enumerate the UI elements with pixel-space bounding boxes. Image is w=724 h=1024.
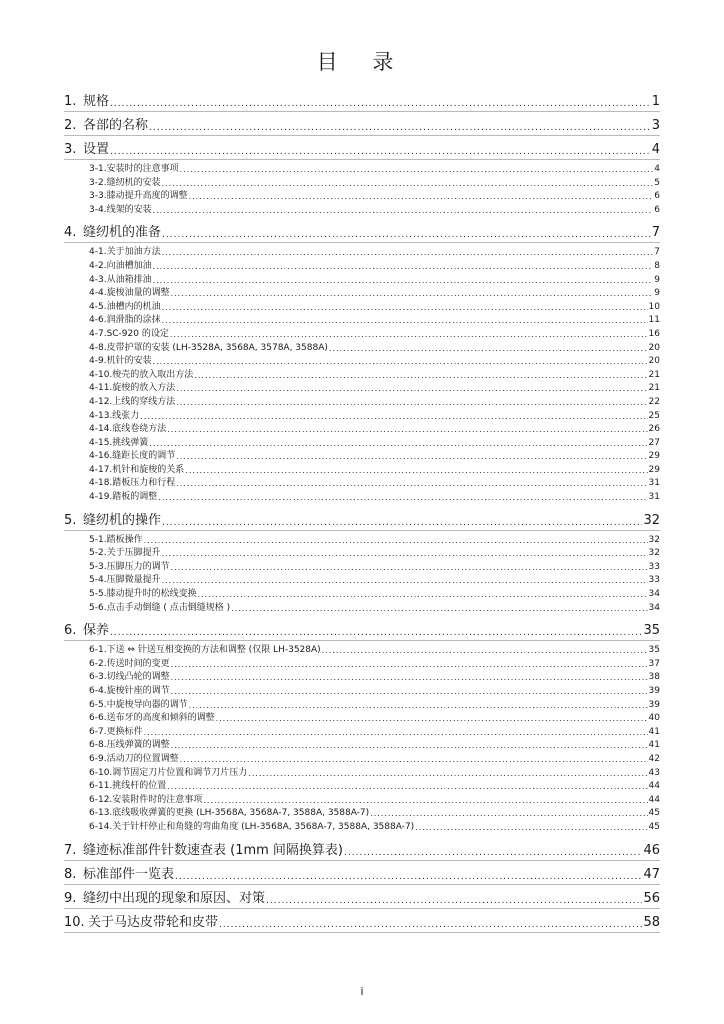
- section-title: 缝纫机的准备: [83, 225, 162, 241]
- toc-section-entry[interactable]: [64, 840, 660, 861]
- toc-subsection-entry[interactable]: [64, 355, 660, 369]
- subsection-page-number: 39: [648, 699, 660, 710]
- dot-leader: [167, 780, 647, 794]
- toc-section-entry[interactable]: [64, 620, 660, 641]
- table-of-contents: [64, 91, 660, 936]
- toc-subsection-entry[interactable]: [64, 739, 660, 753]
- toc-subsection-entry[interactable]: [64, 342, 660, 356]
- subsection-number: 6-13.: [89, 808, 113, 819]
- subsection-number: 5-4.: [89, 575, 107, 586]
- subsection-number: 6-2.: [89, 658, 107, 669]
- dot-leader: [110, 147, 651, 157]
- toc-subsection-entry[interactable]: [64, 726, 660, 740]
- dot-leader: [162, 314, 648, 328]
- subsection-title: 梭壳的放入取出方法: [112, 369, 194, 380]
- subsection-title: 挑线杆的位置: [112, 781, 167, 792]
- dot-leader: [144, 726, 648, 740]
- subsection-number: 3-2.: [89, 177, 107, 188]
- subsection-number: 4-19.: [89, 492, 113, 503]
- dot-leader: [189, 699, 648, 713]
- section-number: 7.: [64, 842, 77, 858]
- subsection-title: 机针和旋梭的关系: [112, 464, 185, 475]
- dot-leader: [176, 477, 647, 491]
- section-title: 保养: [83, 623, 110, 639]
- subsection-number: 4-12.: [89, 396, 113, 407]
- section-title: 标准部件一览表: [83, 866, 175, 882]
- dot-leader: [231, 602, 647, 616]
- subsection-title: 旋梭油量的调整: [106, 288, 170, 299]
- subsection-title: 底线卷绕方法: [112, 424, 167, 435]
- dot-leader: [203, 794, 647, 808]
- subsection-page-number: 26: [648, 424, 660, 435]
- subsection-page-number: 20: [648, 356, 660, 367]
- toc-subsection-entry[interactable]: [64, 699, 660, 713]
- section-number: 4.: [64, 225, 77, 241]
- subsection-number: 4-3.: [89, 274, 107, 285]
- toc-section-entry[interactable]: [64, 864, 660, 885]
- dot-leader: [171, 287, 654, 301]
- toc-subsection-entry[interactable]: [64, 794, 660, 808]
- dot-leader: [162, 230, 651, 240]
- subsection-title: 从油箱排油: [106, 274, 152, 285]
- subsection-page-number: 6: [654, 204, 660, 215]
- page-number-footer: i: [360, 985, 364, 998]
- section-page-number: 56: [643, 890, 660, 906]
- dot-leader: [153, 260, 654, 274]
- subsection-page-number: 22: [648, 396, 660, 407]
- subsection-title: 缝距长度的调节: [112, 451, 176, 462]
- subsection-number: 3-1.: [89, 164, 107, 174]
- dot-leader: [162, 518, 642, 528]
- subsection-title: 上线的穿线方法: [112, 396, 176, 407]
- subsection-title: 线架的安装: [106, 204, 152, 215]
- subsection-number: 6-8.: [89, 740, 107, 751]
- subsection-page-number: 37: [648, 658, 660, 669]
- dot-leader: [175, 872, 642, 882]
- subsection-number: 6-7.: [89, 726, 107, 737]
- section-page-number: 47: [643, 866, 660, 882]
- subsection-page-number: 41: [648, 726, 660, 737]
- subsection-number: 6-4.: [89, 686, 107, 696]
- subsection-title: 关于加油方法: [106, 247, 161, 258]
- subsection-page-number: 45: [648, 808, 660, 819]
- toc-subsection-entry[interactable]: [64, 588, 660, 602]
- toc-subsection-entry[interactable]: [64, 382, 660, 396]
- subsection-title: 旋梭的放入方法: [112, 383, 176, 394]
- dot-leader: [344, 848, 642, 858]
- section-title: 设置: [83, 142, 110, 157]
- subsection-number: 4-18.: [89, 478, 113, 489]
- subsection-number: 6-3.: [89, 672, 107, 683]
- subsection-title: 切线凸轮的调整: [106, 672, 170, 683]
- toc-subsection-entry[interactable]: [64, 204, 660, 218]
- subsection-page-number: 25: [648, 410, 660, 421]
- toc-subsection-entry[interactable]: [64, 671, 660, 685]
- toc-subsection-entry[interactable]: [64, 753, 660, 767]
- toc-section-entry[interactable]: [64, 139, 660, 160]
- subsection-number: 6-11.: [89, 781, 113, 792]
- subsection-page-number: 11: [648, 315, 660, 326]
- dot-leader: [153, 355, 648, 369]
- dot-leader: [153, 274, 654, 288]
- subsection-number: 4-5.: [89, 301, 107, 312]
- toc-subsection-entry[interactable]: [64, 301, 660, 315]
- dot-leader: [180, 163, 654, 177]
- subsection-number: 3-4.: [89, 204, 107, 215]
- toc-subsection-entry[interactable]: [64, 369, 660, 383]
- subsection-page-number: 16: [648, 328, 660, 339]
- section-number: 10.: [64, 914, 85, 930]
- dot-leader: [167, 423, 647, 437]
- toc-subsection-entry[interactable]: [64, 547, 660, 561]
- subsection-title: 更换标件: [106, 726, 143, 737]
- subsection-number: 5-6.: [89, 602, 107, 613]
- subsection-number: 4-9.: [89, 356, 107, 367]
- subsection-number: 4-7.: [89, 328, 107, 339]
- subsection-number: 6-1.: [89, 645, 107, 656]
- section-page-number: 58: [643, 914, 660, 930]
- subsection-number: 4-6.: [89, 315, 107, 326]
- dot-leader: [171, 685, 648, 699]
- subsection-number: 4-4.: [89, 288, 107, 299]
- section-page-number: 3: [651, 118, 660, 133]
- subsection-number: 6-5.: [89, 699, 107, 710]
- subsection-title: 底线吸收弹簧的更换 (LH-3568A, 3568A-7, 3588A, 3588A-7): [112, 808, 370, 819]
- subsection-title: 旋梭针座的调节: [106, 686, 170, 696]
- page-title: 目 录: [316, 50, 408, 74]
- toc-subsection-entry[interactable]: [64, 534, 660, 548]
- subsection-page-number: 9: [654, 288, 660, 299]
- dot-leader: [171, 739, 648, 753]
- subsection-page-number: 29: [648, 464, 660, 475]
- subsection-number: 5-5.: [89, 589, 107, 600]
- subsection-page-number: 44: [648, 781, 660, 792]
- section-title: 各部的名称: [83, 118, 149, 133]
- toc-subsection-entry[interactable]: [64, 314, 660, 328]
- subsection-page-number: 21: [648, 383, 660, 394]
- subsection-title: 线张力: [112, 410, 140, 421]
- subsection-number: 5-2.: [89, 548, 107, 559]
- dot-leader: [110, 99, 651, 109]
- dot-leader: [370, 807, 647, 821]
- subsection-page-number: 41: [648, 740, 660, 751]
- subsection-title: 润滑脂的涂抹: [106, 315, 161, 326]
- subsection-number: 4-1.: [89, 247, 107, 258]
- subsection-page-number: 9: [654, 274, 660, 285]
- subsection-page-number: 42: [648, 753, 660, 764]
- toc-subsection-entry[interactable]: [64, 437, 660, 451]
- subsection-number: 6-9.: [89, 753, 107, 764]
- subsection-number: 4-14.: [89, 424, 113, 435]
- subsection-title: 踏板压力和行程: [112, 478, 176, 489]
- toc-section-entry[interactable]: [64, 91, 660, 112]
- subsection-page-number: 34: [648, 602, 660, 613]
- dot-leader: [149, 123, 651, 133]
- toc-subsection-entry[interactable]: [64, 163, 660, 177]
- toc-subsection-entry[interactable]: [64, 477, 660, 491]
- toc-subsection-entry[interactable]: [64, 328, 660, 342]
- subsection-title: 压脚微量提升: [106, 575, 161, 586]
- section-number: 9.: [64, 890, 77, 906]
- toc-section-entry[interactable]: [64, 510, 660, 531]
- subsection-number: 4-13.: [89, 410, 113, 421]
- dot-leader: [170, 328, 648, 342]
- subsection-page-number: 34: [648, 589, 660, 600]
- subsection-title: 油槽内的机油: [106, 301, 161, 312]
- toc-subsection-entry[interactable]: [64, 246, 660, 260]
- section-page-number: 35: [643, 623, 660, 639]
- toc-subsection-entry[interactable]: [64, 274, 660, 288]
- subsection-page-number: 21: [648, 369, 660, 380]
- section-title: 缝纫机的操作: [83, 512, 162, 528]
- dot-leader: [266, 896, 642, 906]
- subsection-title: 皮带护罩的安装 (LH-3528A, 3568A, 3578A, 3588A): [106, 342, 328, 353]
- subsection-page-number: 7: [654, 247, 660, 258]
- dot-leader: [171, 671, 648, 685]
- subsection-number: 4-8.: [89, 342, 107, 353]
- subsection-number: 5-3.: [89, 561, 107, 572]
- section-number: 3.: [64, 142, 77, 157]
- subsection-title: 下送 ⇔ 针送互相变换的方法和调整 (仅限 LH-3528A): [106, 645, 321, 656]
- toc-subsection-entry[interactable]: [64, 177, 660, 191]
- dot-leader: [216, 712, 648, 726]
- subsection-page-number: 5: [654, 177, 660, 188]
- subsection-page-number: 45: [648, 821, 660, 832]
- dot-leader: [248, 767, 647, 781]
- dot-leader: [162, 301, 648, 315]
- dot-leader: [322, 644, 648, 658]
- subsection-page-number: 32: [648, 548, 660, 559]
- subsection-page-number: 35: [648, 645, 660, 656]
- subsection-title: 压线弹簧的调整: [106, 740, 170, 751]
- dot-leader: [219, 920, 642, 930]
- toc-subsection-entry[interactable]: [64, 602, 660, 616]
- dot-leader: [149, 437, 647, 451]
- subsection-number: 4-11.: [89, 383, 113, 394]
- subsection-number: 4-16.: [89, 451, 113, 462]
- toc-subsection-entry[interactable]: [64, 807, 660, 821]
- section-page-number: 4: [651, 142, 660, 157]
- subsection-number: 6-6.: [89, 713, 107, 724]
- toc-subsection-entry[interactable]: [64, 423, 660, 437]
- subsection-page-number: 39: [648, 686, 660, 696]
- subsection-title: 关于压脚提升: [106, 548, 161, 559]
- subsection-title: 缝纫机的安装: [106, 177, 161, 188]
- dot-leader: [162, 574, 648, 588]
- toc-subsection-entry[interactable]: [64, 821, 660, 835]
- dot-leader: [144, 534, 648, 548]
- subsection-title: 膝动提升时的松线变换: [106, 589, 197, 600]
- toc-subsection-entry[interactable]: [64, 190, 660, 204]
- subsection-number: 6-14.: [89, 821, 113, 832]
- dot-leader: [329, 342, 648, 356]
- section-page-number: 7: [651, 225, 660, 241]
- subsection-title: 中旋梭导向器的调节: [106, 699, 188, 710]
- subsection-title: 送布牙的高度和倾斜的调整: [106, 713, 215, 724]
- section-number: 6.: [64, 623, 77, 639]
- toc-subsection-entry[interactable]: [64, 685, 660, 699]
- dot-leader: [110, 628, 642, 638]
- toc-subsection-entry[interactable]: [64, 396, 660, 410]
- subsection-number: 4-15.: [89, 437, 113, 448]
- dot-leader: [171, 561, 648, 575]
- dot-leader: [198, 588, 648, 602]
- dot-leader: [189, 190, 654, 204]
- subsection-page-number: 32: [648, 534, 660, 545]
- toc-subsection-entry[interactable]: [64, 780, 660, 794]
- subsection-page-number: 40: [648, 713, 660, 724]
- subsection-page-number: 6: [654, 191, 660, 202]
- subsection-page-number: 33: [648, 575, 660, 586]
- dot-leader: [162, 177, 654, 191]
- subsection-number: 4-17.: [89, 464, 113, 475]
- toc-subsection-entry[interactable]: [64, 574, 660, 588]
- dot-leader: [194, 369, 647, 383]
- subsection-title: 膝动提升高度的调整: [106, 191, 188, 202]
- section-page-number: 1: [651, 94, 660, 109]
- subsection-number: 5-1.: [89, 534, 107, 545]
- subsection-title: 活动刀的位置调整: [106, 753, 179, 764]
- subsection-title: 安装时的注意事项: [106, 164, 179, 174]
- toc-section-entry[interactable]: [64, 115, 660, 136]
- toc-section-entry[interactable]: [64, 222, 660, 243]
- section-number: 5.: [64, 512, 77, 528]
- toc-subsection-entry[interactable]: [64, 712, 660, 726]
- subsection-title: 关于针杆停止和角缝的弯曲角度 (LH-3568A, 3568A-7, 3588A, 3588A-7): [112, 821, 415, 832]
- section-page-number: 46: [643, 842, 660, 858]
- section-number: 1.: [64, 94, 77, 109]
- subsection-title: 调节固定刀片位置和调节刀片压力: [112, 767, 248, 778]
- subsection-title: 点击手动倒缝 ( 点击倒缝规格 ): [106, 602, 231, 613]
- subsection-page-number: 8: [654, 260, 660, 271]
- subsection-title: 传送时间的变更: [106, 658, 170, 669]
- dot-leader: [185, 464, 647, 478]
- toc-subsection-entry[interactable]: [64, 464, 660, 478]
- dot-leader: [176, 450, 647, 464]
- toc-subsection-entry[interactable]: [64, 561, 660, 575]
- toc-section-entry[interactable]: [64, 912, 660, 933]
- subsection-title: 向油槽加油: [106, 260, 152, 271]
- dot-leader: [176, 396, 647, 410]
- section-number: 8.: [64, 866, 77, 882]
- toc-subsection-entry[interactable]: [64, 767, 660, 781]
- section-title: 缝纫中出现的现象和原因、对策: [83, 890, 266, 906]
- subsection-number: 3-3.: [89, 191, 107, 202]
- toc-subsection-entry[interactable]: [64, 287, 660, 301]
- subsection-page-number: 27: [648, 437, 660, 448]
- subsection-number: 4-10.: [89, 369, 113, 380]
- toc-subsection-entry[interactable]: [64, 450, 660, 464]
- subsection-page-number: 10: [648, 301, 660, 312]
- subsection-page-number: 31: [648, 478, 660, 489]
- subsection-title: 安装附件时的注意事项: [112, 794, 203, 805]
- dot-leader: [162, 246, 654, 260]
- subsection-page-number: 4: [654, 164, 660, 174]
- toc-subsection-entry[interactable]: [64, 658, 660, 672]
- subsection-page-number: 44: [648, 794, 660, 805]
- subsection-page-number: 33: [648, 561, 660, 572]
- subsection-title: SC-920 的设定: [106, 328, 169, 339]
- dot-leader: [158, 491, 647, 505]
- dot-leader: [162, 547, 648, 561]
- subsection-page-number: 38: [648, 672, 660, 683]
- section-title: 关于马达皮带轮和皮带: [88, 914, 219, 930]
- subsection-title: 踏板的调整: [112, 492, 158, 503]
- subsection-title: 踏板操作: [106, 534, 143, 545]
- toc-subsection-entry[interactable]: [64, 491, 660, 505]
- section-title: 规格: [83, 94, 110, 109]
- toc-subsection-entry[interactable]: [64, 260, 660, 274]
- subsection-number: 6-12.: [89, 794, 113, 805]
- section-page-number: 32: [643, 512, 660, 528]
- section-title: 缝迹标准部件针数速查表 (1mm 间隔换算表): [83, 842, 344, 858]
- dot-leader: [140, 410, 647, 424]
- section-number: 2.: [64, 118, 77, 133]
- dot-leader: [176, 382, 647, 396]
- subsection-page-number: 31: [648, 492, 660, 503]
- dot-leader: [153, 204, 654, 218]
- subsection-page-number: 29: [648, 451, 660, 462]
- subsection-title: 压脚压力的调节: [106, 561, 170, 572]
- dot-leader: [180, 753, 648, 767]
- subsection-title: 挑线弹簧: [112, 437, 149, 448]
- dot-leader: [171, 658, 648, 672]
- subsection-number: 4-2.: [89, 260, 107, 271]
- subsection-page-number: 43: [648, 767, 660, 778]
- subsection-number: 6-10.: [89, 767, 113, 778]
- toc-subsection-entry[interactable]: [64, 410, 660, 424]
- toc-subsection-entry[interactable]: [64, 644, 660, 658]
- toc-section-entry[interactable]: [64, 888, 660, 909]
- subsection-page-number: 20: [648, 342, 660, 353]
- subsection-title: 机针的安装: [106, 356, 152, 367]
- dot-leader: [415, 821, 647, 835]
